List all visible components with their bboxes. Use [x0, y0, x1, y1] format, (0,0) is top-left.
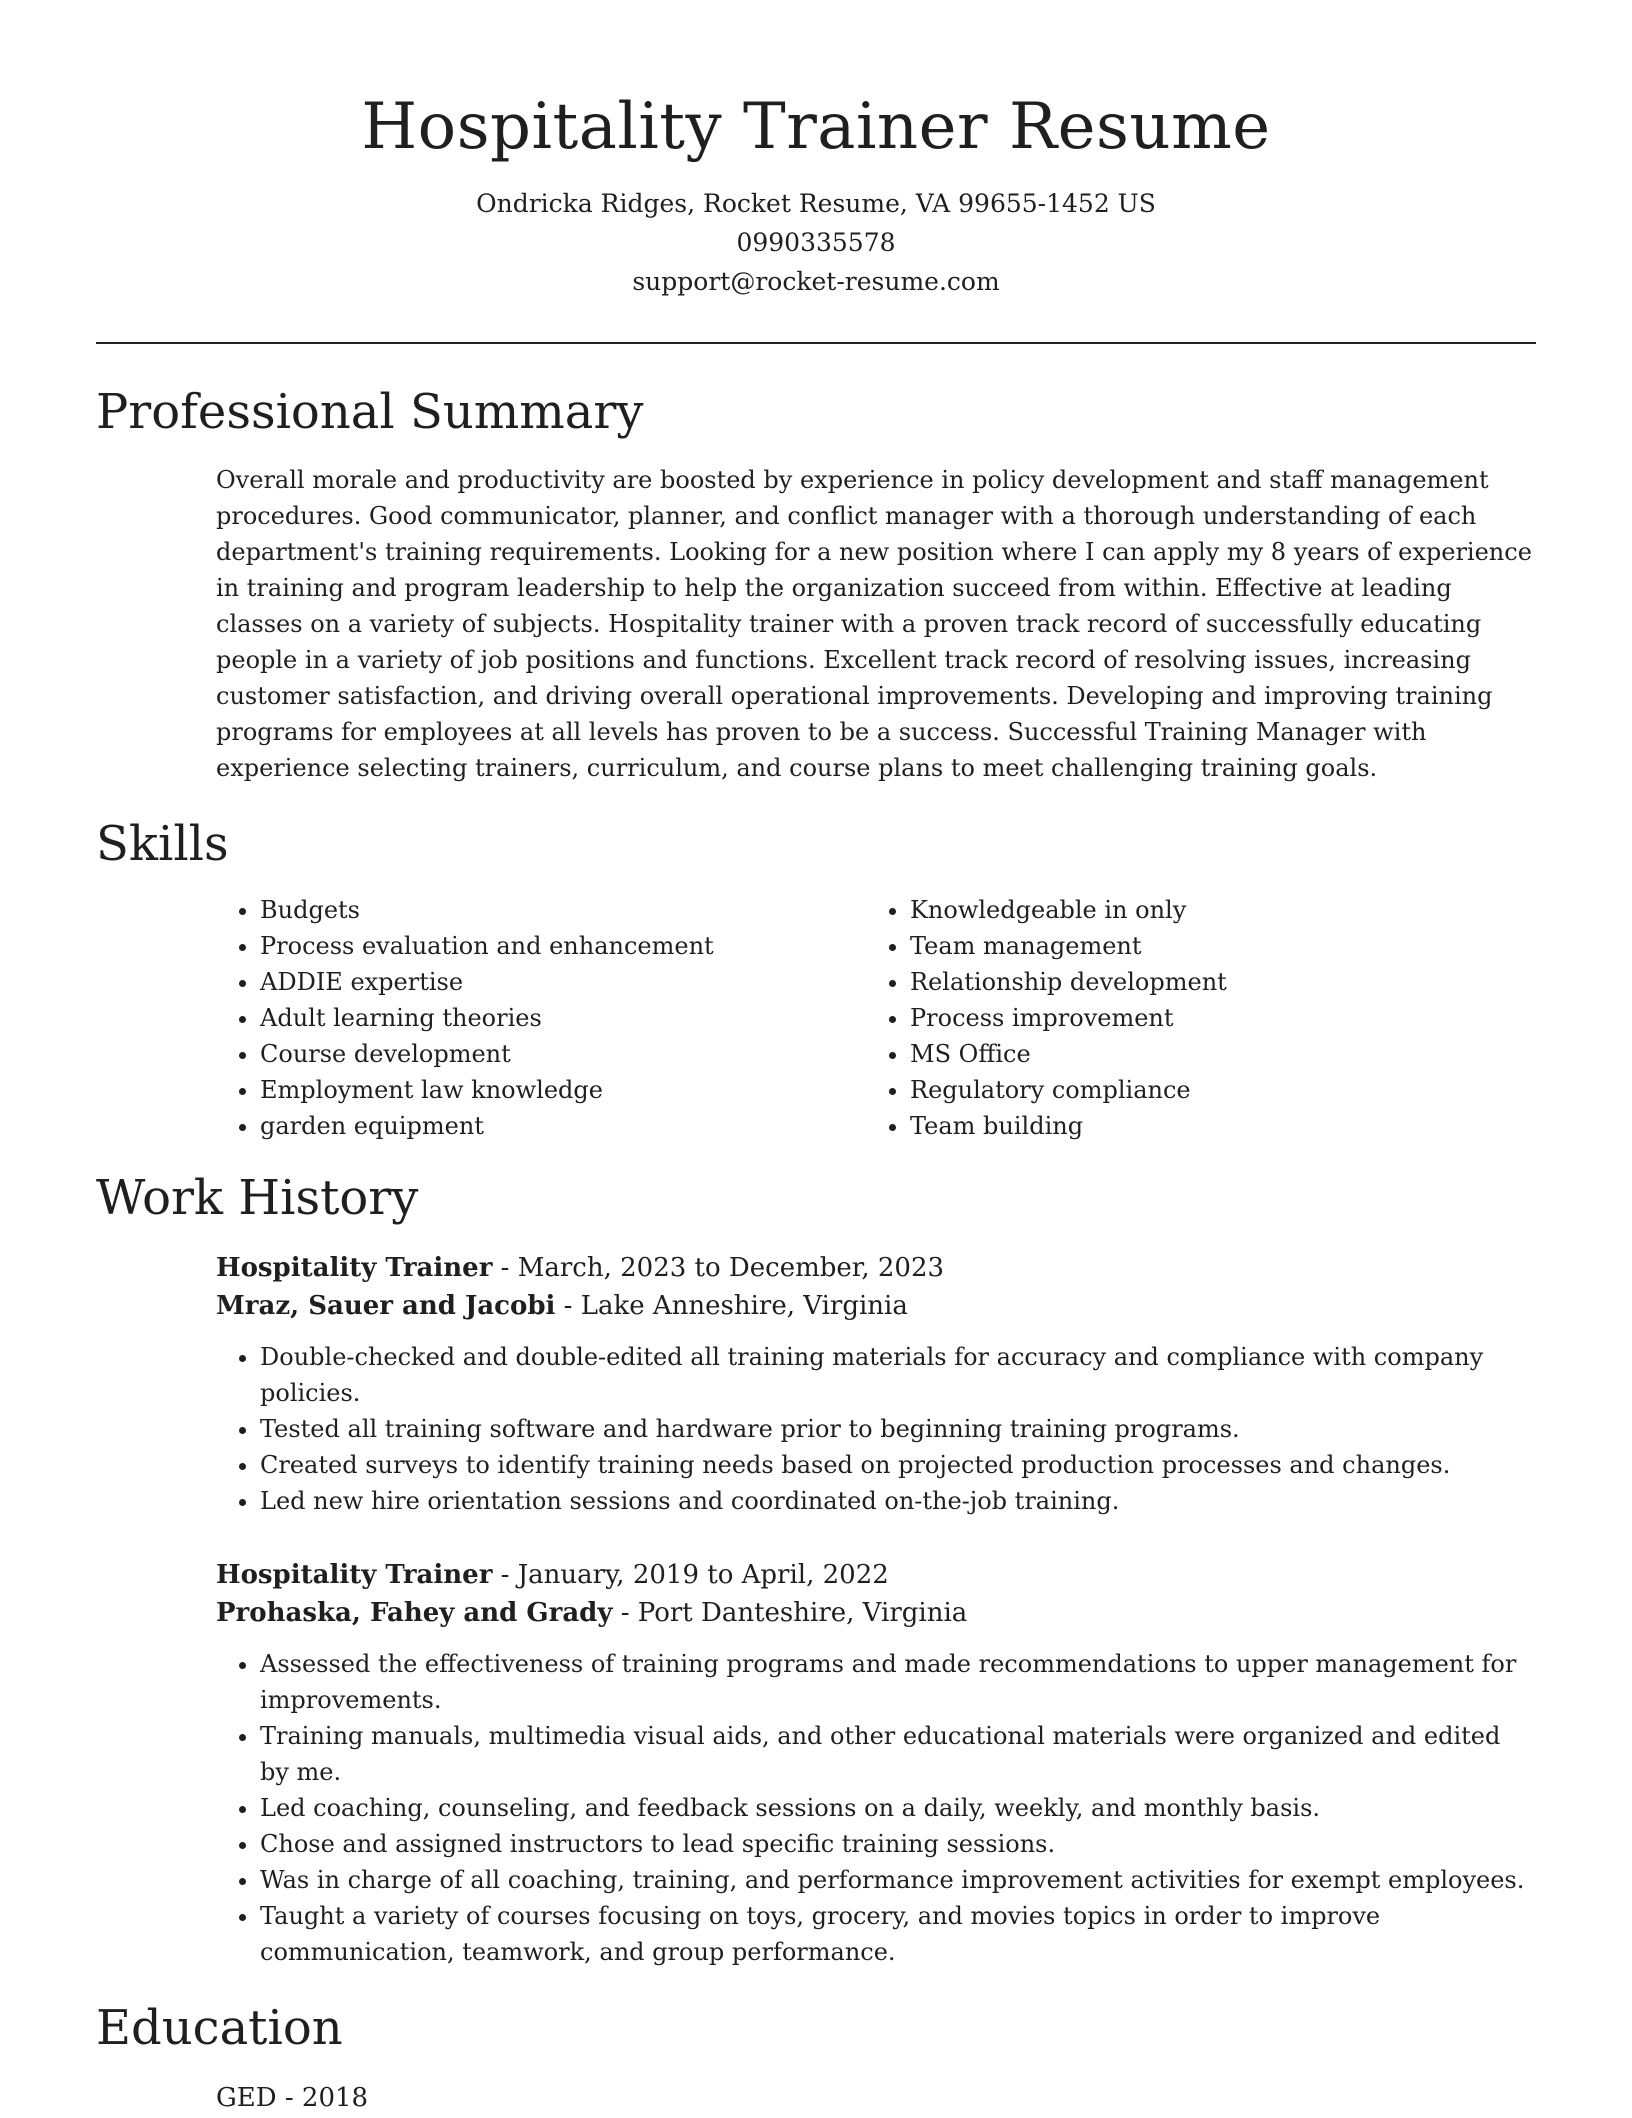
job-bullet-list	[216, 1339, 1536, 1519]
skill-item: • Knowledgeable in only	[910, 892, 1530, 928]
skills-list-right	[866, 892, 1530, 1144]
company-location: - Port Danteshire, Virginia	[612, 1598, 968, 1628]
resume-header	[96, 80, 1536, 301]
company-name: Mraz, Sauer and Jacobi	[216, 1291, 556, 1321]
company-name: Prohaska, Fahey and Grady	[216, 1598, 613, 1628]
skill-item: • Budgets	[260, 892, 866, 928]
job-bullet: • Chose and assigned instructors to lead specific training sessions.	[260, 1826, 1536, 1862]
skill-item: • Team management	[910, 928, 1530, 964]
contact-phone: 0990335578	[736, 228, 896, 257]
skills-heading: Skills	[96, 816, 229, 872]
company-line	[216, 1287, 1536, 1325]
job-title: Hospitality Trainer	[216, 1253, 493, 1283]
job-title-line	[216, 1249, 1536, 1287]
job-bullet: • Double-checked and double-edited all training materials for accuracy and compliance with company policies.	[260, 1339, 1536, 1411]
job-title-line	[216, 1556, 1536, 1594]
job-bullet-list	[216, 1646, 1536, 1970]
job-bullet: • Taught a variety of courses focusing on toys, grocery, and movies topics in order to improve communication, teamwork, and group performance.	[260, 1898, 1536, 1970]
job-bullet: • Training manuals, multimedia visual aids, and other educational materials were organized and edited by me.	[260, 1718, 1536, 1790]
skill-item: • Employment law knowledge	[260, 1072, 866, 1108]
work-history-heading: Work History	[96, 1170, 419, 1226]
job-title: Hospitality Trainer	[216, 1560, 493, 1590]
resume-title: Hospitality Trainer Resume	[361, 90, 1271, 164]
contact-email: support@rocket-resume.com	[632, 267, 1000, 296]
skill-item: • Adult learning theories	[260, 1000, 866, 1036]
job-bullet: • Tested all training software and hardware prior to beginning training programs.	[260, 1411, 1536, 1447]
education-heading: Education	[96, 2000, 343, 2056]
summary-text: Overall morale and productivity are boosted by experience in policy development and staff management procedures. Good communicator, planner, and conflict manager with a thorough understanding of each department's training requirements. Looking for a new position where I can apply my 8 years of experience in training and program leadership to help the organization succeed from within. Effective at leading classes on a variety of subjects. Hospitality trainer with a proven track record of successfully educating people in a variety of job positions and functions. Excellent track record of resolving issues, increasing customer satisfaction, and driving overall operational improvements. Developing and improving training programs for employees at all levels has proven to be a success. Successful Training Manager with experience selecting trainers, curriculum, and course plans to meet challenging training goals.	[216, 466, 1532, 782]
job-bullet: • Led new hire orientation sessions and coordinated on-the-job training.	[260, 1483, 1536, 1519]
job-bullet: • Was in charge of all coaching, training, and performance improvement activities for exempt employees.	[260, 1862, 1536, 1898]
skill-item: • garden equipment	[260, 1108, 866, 1144]
skill-item: • ADDIE expertise	[260, 964, 866, 1000]
job-entry-1	[216, 1249, 1536, 1519]
contact-address: Ondricka Ridges, Rocket Resume, VA 99655-1452 US	[476, 189, 1156, 218]
job-entry-2	[216, 1556, 1536, 1970]
skills-list-left	[216, 892, 866, 1144]
summary-heading: Professional Summary	[96, 384, 644, 440]
company-line	[216, 1594, 1536, 1632]
skill-item: • Course development	[260, 1036, 866, 1072]
job-bullet: • Assessed the effectiveness of training programs and made recommendations to upper management for improvements.	[260, 1646, 1536, 1718]
skill-item: • Process evaluation and enhancement	[260, 928, 866, 964]
skill-item: • Process improvement	[910, 1000, 1530, 1036]
skill-item: • Regulatory compliance	[910, 1072, 1530, 1108]
skill-item: • Team building	[910, 1108, 1530, 1144]
job-bullet: • Led coaching, counseling, and feedback sessions on a daily, weekly, and monthly basis.	[260, 1790, 1536, 1826]
skill-item: • MS Office	[910, 1036, 1530, 1072]
job-dates: - January, 2019 to April, 2022	[492, 1560, 889, 1590]
education-entry: GED - 2018	[216, 2083, 369, 2113]
job-dates: - March, 2023 to December, 2023	[492, 1253, 945, 1283]
skill-item: • Relationship development	[910, 964, 1530, 1000]
company-location: - Lake Anneshire, Virginia	[555, 1291, 908, 1321]
header-divider	[96, 342, 1536, 344]
job-bullet: • Created surveys to identify training needs based on projected production processes and changes.	[260, 1447, 1536, 1483]
